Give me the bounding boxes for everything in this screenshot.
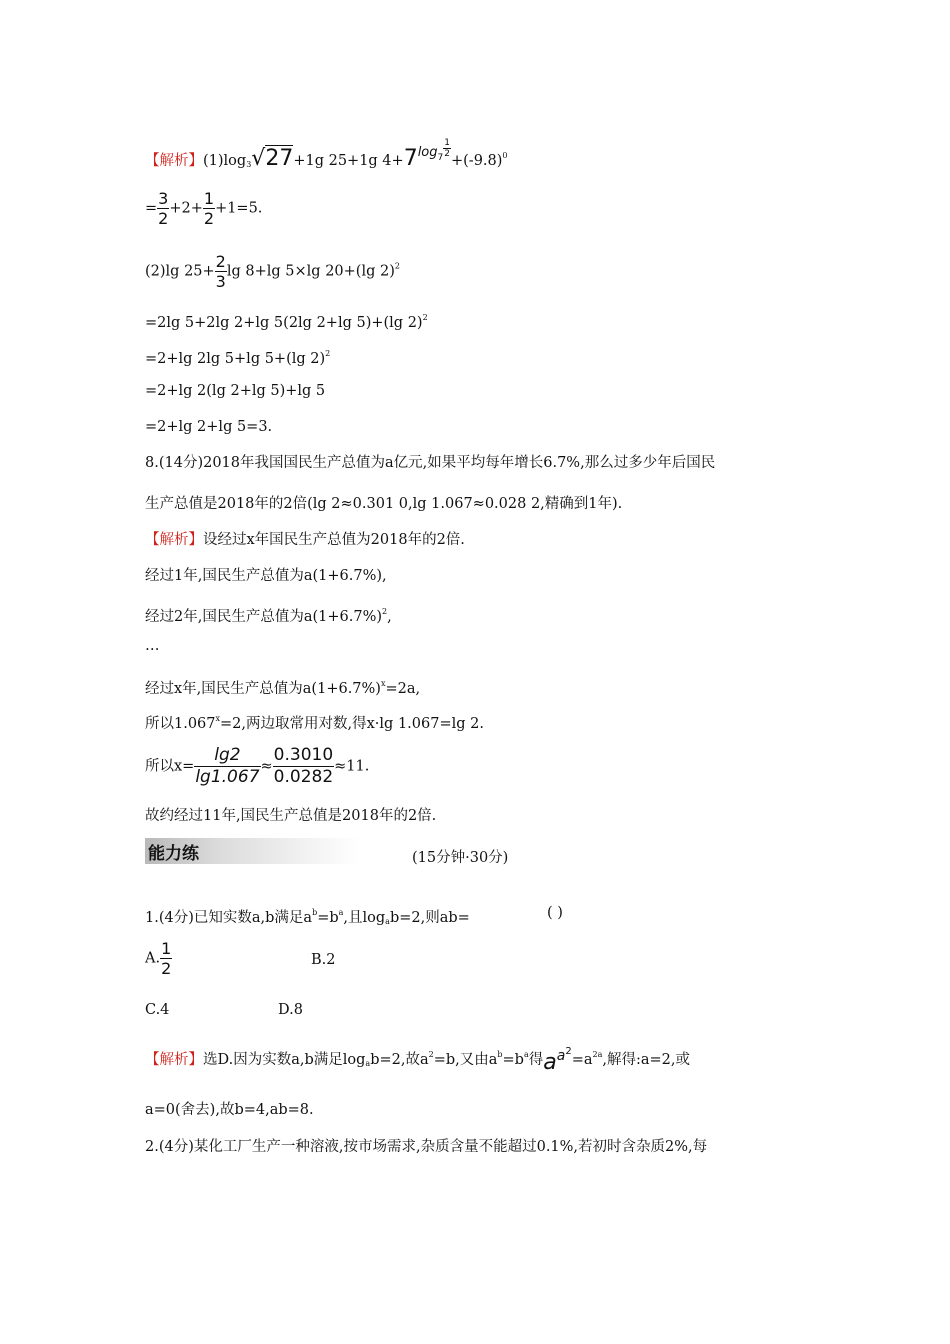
p1-stem: 1.(4分)已知实数a,b满足$a^b=b^a$,且$\log_ab=2$,则ab= [145, 908, 470, 926]
answer-label: 【解析】 [145, 532, 203, 548]
p1-sol-line2: a=0(舍去),故b=4,ab=8. [145, 1102, 314, 1118]
sol7-line4: =2lg 5+2lg 2+lg 5(2lg 2+lg 5)+(lg 2)$^2$ [145, 313, 428, 331]
radicand: 27 [265, 146, 294, 171]
section-time: (15分钟·30分) [412, 850, 509, 866]
section-tag [145, 838, 360, 864]
sol7-line6: =2+lg 2(lg 2+lg 5)+lg 5 [145, 383, 326, 399]
sol7-line3: (2)lg 25+ $\frac{2}{3}$ lg 8+lg 5×lg 20+(lg 2)$^2$ [145, 252, 400, 291]
answer-label: 【解析】 [145, 153, 203, 169]
q8-sol-line6: 所以x= $\frac{\lg 2}{\lg 1.067}$ ≈ $\frac{0.3010}{0.0282}$ ≈11. [145, 745, 370, 787]
p1-option-b: B.2 [311, 952, 336, 968]
p1-option-a: A. $\frac{1}{2}$ [145, 939, 172, 978]
fraction: $\frac{1}{2}$ [203, 189, 215, 228]
q8-sol-line2: 经过1年,国民生产总值为a(1+6.7%), [145, 568, 387, 584]
p1-sol-line1: 【解析】选D.因为实数a,b满足$\log_ab=2$,故$a^2=b$,又由$a^b=b^a$得$aa^2=a^{2a}$,解得:a=2,或 [145, 1046, 690, 1075]
fraction: $\frac{0.3010}{0.0282}$ [273, 745, 334, 787]
q8-sol-line7: 故约经过11年,国民生产总值是2018年的2倍. [145, 808, 437, 824]
q8-sol-line4: 经过x年,国民生产总值为$a(1+6.7\%)^x=2a$, [145, 679, 421, 697]
q8-sol-line1: 【解析】设经过x年国民生产总值为2018年的2倍. [145, 532, 465, 548]
q8-stem-line1: 8.(14分)2018年我国国民生产总值为a亿元,如果平均每年增长6.7%,那么过多少年后国民 [145, 455, 716, 471]
sol7-line2: = $\frac{3}{2}$ +2+ $\frac{1}{2}$ +1=5. [145, 189, 263, 228]
p1-option-d: D.8 [278, 1002, 303, 1018]
fraction: $\frac{\lg 2}{\lg 1.067}$ [195, 745, 260, 787]
sol7-line1: 【解析】$(1)\log_3√27+1g$ 25+1g $4+7\log^7$ $\frac{1}{2}$ $+(-9.8)^0$ [145, 138, 508, 171]
q8-stem-line2: 生产总值是2018年的2倍(lg 2≈0.301 0,lg 1.067≈0.028 2,精确到1年). [145, 496, 623, 512]
answer-label: 【解析】 [145, 1052, 203, 1068]
exponent-fraction: $\frac{1}{2}$ [444, 138, 450, 159]
fraction: $\frac{2}{3}$ [215, 252, 226, 291]
p1-option-c: C.4 [145, 1002, 170, 1018]
p2-stem: 2.(4分)某化工厂生产一种溶液,按市场需求,杂质含量不能超过0.1%,若初时含杂质2%,每 [145, 1139, 708, 1155]
q8-sol-line5: 所以$1.067^x=2$,两边取常用对数,得x·lg 1.067=lg 2. [145, 714, 484, 732]
q8-sol-line3: 经过2年,国民生产总值为$a(1+6.7\%)^2$, [145, 607, 392, 625]
sol7-line5: =2+lg 2lg 5+lg 5+(lg 2)$^2$ [145, 349, 331, 367]
fraction: $\frac{1}{2}$ [161, 939, 172, 978]
sol7-line7: =2+lg 2+lg 5=3. [145, 419, 273, 435]
section-title: 能力练 [148, 844, 199, 864]
q8-ellipsis: … [145, 638, 160, 654]
fraction: $\frac{3}{2}$ [158, 189, 169, 228]
p1-answer-paren: ( ) [547, 905, 563, 921]
